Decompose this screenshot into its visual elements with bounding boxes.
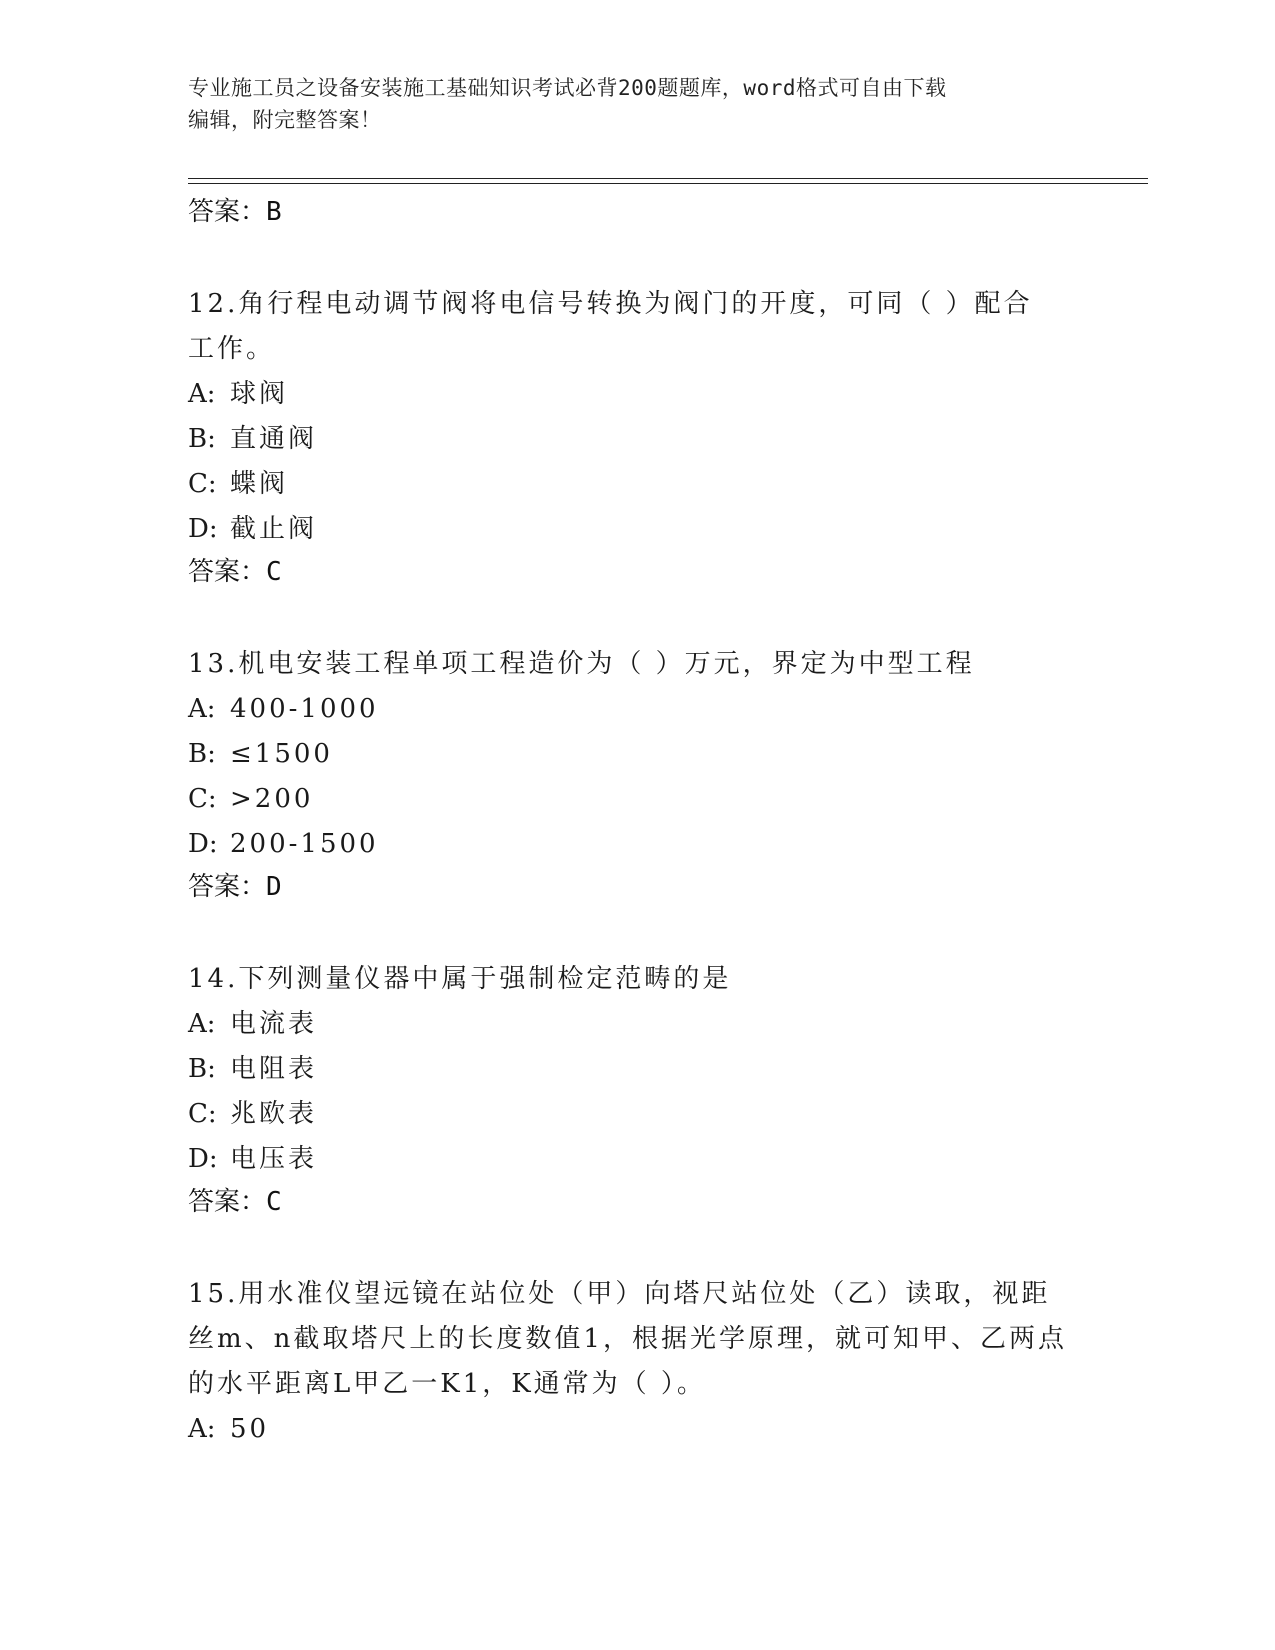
option-c: C: 蝶阀 <box>188 469 289 499</box>
option-b: B: ≤1500 <box>188 739 333 769</box>
option-d: D: 截止阀 <box>188 514 318 544</box>
question-list <box>188 192 1088 1452</box>
question-text: 15.用水准仪望远镜在站位处（甲）向塔尺站位处（乙）读取，视距丝m、n截取塔尺上的长度数值1，根据光学原理，就可知甲、乙两点的水平距离L甲乙一K1，K通常为（ ）。 <box>188 1279 1067 1399</box>
option-a: A: 球阀 <box>188 379 289 409</box>
option-a: A: 电流表 <box>188 1009 318 1039</box>
option-b: B: 电阻表 <box>188 1054 318 1084</box>
option-b: B: 直通阀 <box>188 424 318 454</box>
header-rule-top <box>188 178 1148 179</box>
question-text: 13.机电安装工程单项工程造价为（ ）万元，界定为中型工程 <box>188 649 975 679</box>
answer-line: 答案：C <box>188 1187 282 1217</box>
option-a: A: 400-1000 <box>188 694 379 724</box>
option-d: D: 200-1500 <box>188 829 379 859</box>
spacer <box>188 1222 1088 1272</box>
document-header <box>188 72 1088 136</box>
spacer <box>188 592 1088 642</box>
question-block <box>188 957 1088 1222</box>
option-a: A: 50 <box>188 1414 270 1444</box>
answer-line: 答案：D <box>188 872 282 902</box>
option-c: C: >200 <box>188 784 314 814</box>
question-block <box>188 282 1088 592</box>
option-d: D: 电压表 <box>188 1144 318 1174</box>
answer-line: 答案：C <box>188 557 282 587</box>
question-text: 12.角行程电动调节阀将电信号转换为阀门的开度，可同（ ）配合工作。 <box>188 289 1033 364</box>
header-line-1: 专业施工员之设备安装施工基础知识考试必背200题题库，word格式可自由下载 <box>188 76 947 100</box>
answer-line: 答案：B <box>188 197 282 227</box>
header-line-2: 编辑，附完整答案！ <box>188 108 382 132</box>
question-block <box>188 642 1088 907</box>
spacer <box>188 232 1088 282</box>
spacer <box>188 907 1088 957</box>
question-text: 14.下列测量仪器中属于强制检定范畴的是 <box>188 964 732 994</box>
header-rule-bottom <box>188 183 1148 184</box>
question-block <box>188 1272 1088 1452</box>
option-c: C: 兆欧表 <box>188 1099 318 1129</box>
